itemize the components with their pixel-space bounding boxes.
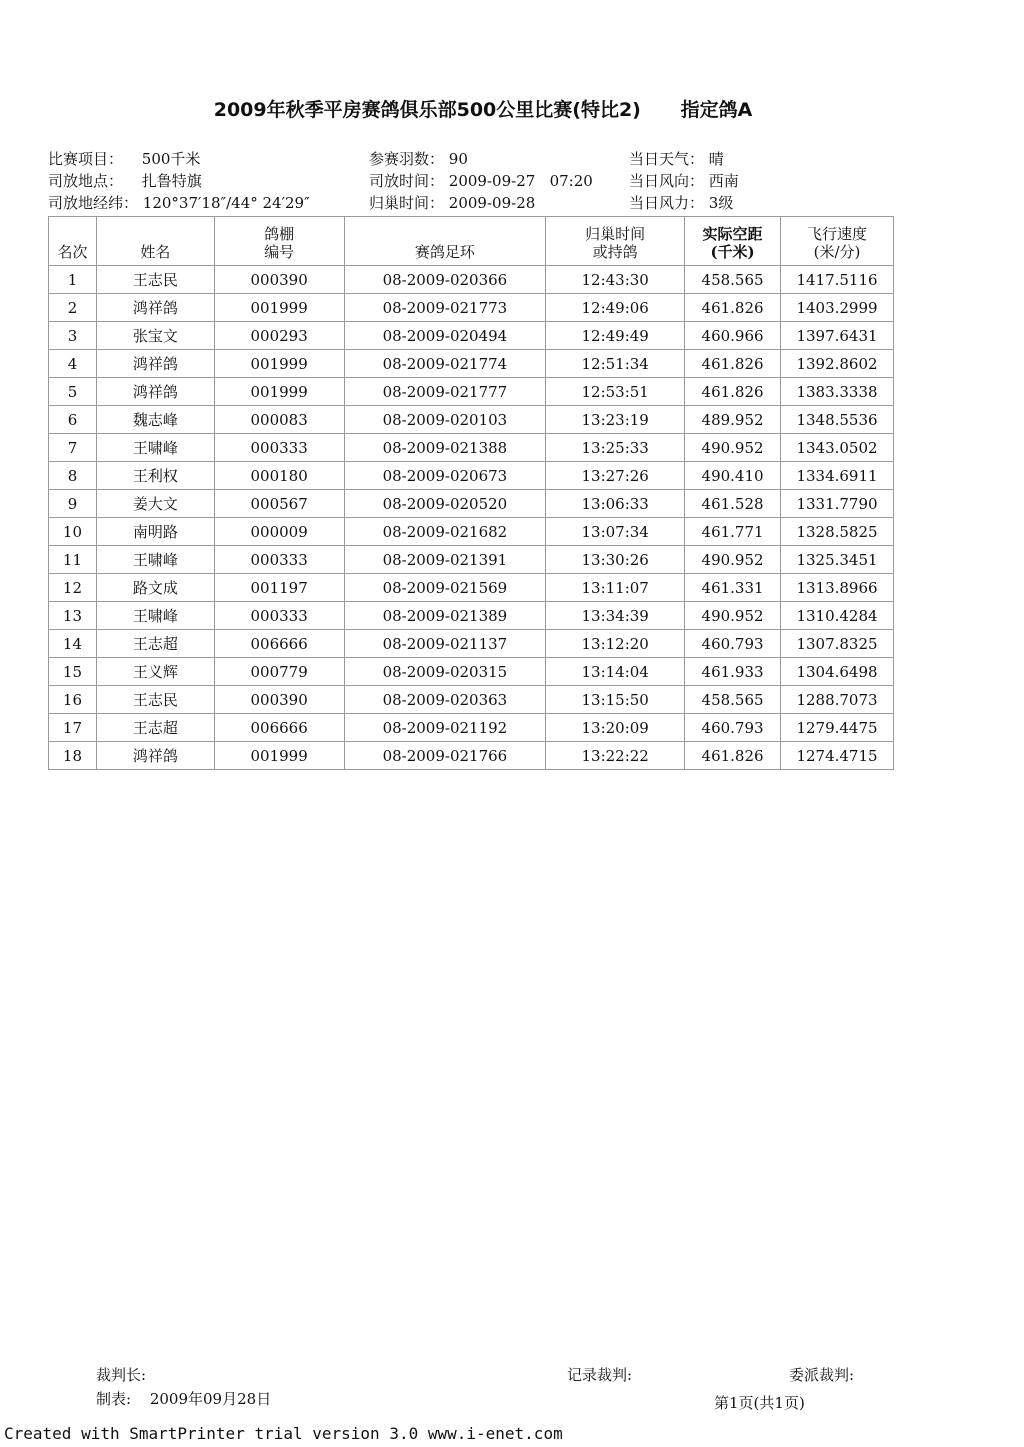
- cell-loft: 000083: [214, 406, 344, 434]
- cell-name: 鸿祥鸽: [96, 378, 214, 406]
- cell-speed: 1304.6498: [781, 658, 894, 686]
- watermark-text: Created with SmartPrinter trial version 3.0 www.i-enet.com: [4, 1424, 563, 1443]
- cell-rank: 12: [49, 574, 97, 602]
- cell-name: 鸿祥鸽: [96, 294, 214, 322]
- cell-ring: 08-2009-021773: [344, 294, 546, 322]
- cell-rank: 16: [49, 686, 97, 714]
- table-row: [49, 406, 894, 434]
- cell-rank: 14: [49, 630, 97, 658]
- cell-speed: 1348.5536: [781, 406, 894, 434]
- table-row: [49, 742, 894, 770]
- cell-ring: 08-2009-020366: [344, 266, 546, 294]
- cell-name: 王啸峰: [96, 434, 214, 462]
- wind-force-value: 3级: [708, 194, 734, 212]
- cell-distance: 461.826: [685, 350, 781, 378]
- table-row: [49, 294, 894, 322]
- cell-speed: 1331.7790: [781, 490, 894, 518]
- cell-ring: 08-2009-020520: [344, 490, 546, 518]
- return-time-label: 归巢时间：: [369, 194, 445, 212]
- cell-speed: 1307.8325: [781, 630, 894, 658]
- page-number: 第1页(共1页): [714, 1394, 805, 1412]
- table-row: [49, 546, 894, 574]
- cell-speed: 1397.6431: [781, 322, 894, 350]
- cell-loft: 000779: [214, 658, 344, 686]
- wind-direction-info: [629, 170, 739, 191]
- header-speed: 飞行速度 (米/分): [781, 217, 894, 266]
- cell-name: 王啸峰: [96, 546, 214, 574]
- cell-arrival: 12:49:49: [546, 322, 685, 350]
- cell-speed: 1279.4475: [781, 714, 894, 742]
- weather-info: [629, 148, 724, 169]
- cell-speed: 1310.4284: [781, 602, 894, 630]
- cell-arrival: 13:22:22: [546, 742, 685, 770]
- cell-arrival: 12:43:30: [546, 266, 685, 294]
- cell-name: 鸿祥鸽: [96, 350, 214, 378]
- cell-distance: 461.933: [685, 658, 781, 686]
- release-site-value: 扎鲁特旗: [141, 172, 202, 190]
- prepared-by: [96, 1388, 271, 1409]
- cell-rank: 6: [49, 406, 97, 434]
- results-body: [49, 266, 894, 770]
- header-ring: 赛鸽足环: [344, 217, 546, 266]
- release-time-label: 司放时间：: [369, 172, 445, 190]
- cell-distance: 490.952: [685, 546, 781, 574]
- cell-loft: 001197: [214, 574, 344, 602]
- table-row: [49, 658, 894, 686]
- cell-ring: 08-2009-020363: [344, 686, 546, 714]
- table-row: [49, 602, 894, 630]
- cell-speed: 1392.8602: [781, 350, 894, 378]
- cell-name: 王啸峰: [96, 602, 214, 630]
- cell-arrival: 12:53:51: [546, 378, 685, 406]
- cell-loft: 000567: [214, 490, 344, 518]
- title-text: 2009年秋季平房赛鸽俱乐部500公里比赛(特比2): [213, 99, 641, 121]
- header-name: 姓名: [96, 217, 214, 266]
- wind-force-label: 当日风力：: [629, 194, 705, 212]
- cell-name: 张宝文: [96, 322, 214, 350]
- table-row: [49, 266, 894, 294]
- cell-distance: 458.565: [685, 686, 781, 714]
- cell-name: 王志民: [96, 686, 214, 714]
- header-loft: 鸽棚 编号: [214, 217, 344, 266]
- header-rank: 名次: [49, 217, 97, 266]
- cell-rank: 11: [49, 546, 97, 574]
- release-site-info: [48, 170, 202, 191]
- coords-info: [48, 192, 310, 213]
- release-site-label: 司放地点：: [48, 172, 124, 190]
- cell-ring: 08-2009-021682: [344, 518, 546, 546]
- cell-speed: 1313.8966: [781, 574, 894, 602]
- race-item-label: 比赛项目：: [48, 150, 124, 168]
- cell-speed: 1383.3338: [781, 378, 894, 406]
- cell-distance: 461.826: [685, 378, 781, 406]
- cell-loft: 000390: [214, 266, 344, 294]
- cell-loft: 000293: [214, 322, 344, 350]
- cell-distance: 460.793: [685, 714, 781, 742]
- return-time-value: 2009-09-28: [448, 194, 536, 212]
- cell-name: 王志超: [96, 630, 214, 658]
- cell-distance: 490.952: [685, 602, 781, 630]
- cell-rank: 5: [49, 378, 97, 406]
- cell-rank: 4: [49, 350, 97, 378]
- table-row: [49, 490, 894, 518]
- table-row: [49, 462, 894, 490]
- cell-rank: 9: [49, 490, 97, 518]
- cell-distance: 460.793: [685, 630, 781, 658]
- cell-rank: 13: [49, 602, 97, 630]
- cell-rank: 18: [49, 742, 97, 770]
- table-header-row: [49, 217, 894, 266]
- weather-label: 当日天气：: [629, 150, 705, 168]
- entries-value: 90: [448, 150, 468, 168]
- cell-ring: 08-2009-021192: [344, 714, 546, 742]
- cell-ring: 08-2009-020673: [344, 462, 546, 490]
- cell-loft: 001999: [214, 294, 344, 322]
- cell-ring: 08-2009-021388: [344, 434, 546, 462]
- cell-name: 魏志峰: [96, 406, 214, 434]
- cell-distance: 461.331: [685, 574, 781, 602]
- cell-ring: 08-2009-021389: [344, 602, 546, 630]
- table-row: [49, 378, 894, 406]
- cell-speed: 1343.0502: [781, 434, 894, 462]
- cell-distance: 461.826: [685, 294, 781, 322]
- cell-ring: 08-2009-020315: [344, 658, 546, 686]
- cell-distance: 490.952: [685, 434, 781, 462]
- header-arrival: 归巢时间 或持鸽: [546, 217, 685, 266]
- cell-name: 姜大文: [96, 490, 214, 518]
- cell-arrival: 13:12:20: [546, 630, 685, 658]
- table-row: [49, 434, 894, 462]
- cell-loft: 001999: [214, 742, 344, 770]
- table-row: [49, 518, 894, 546]
- wind-direction-value: 西南: [708, 172, 739, 190]
- table-row: [49, 714, 894, 742]
- cell-arrival: 13:15:50: [546, 686, 685, 714]
- cell-arrival: 13:23:19: [546, 406, 685, 434]
- cell-distance: 458.565: [685, 266, 781, 294]
- cell-arrival: 13:11:07: [546, 574, 685, 602]
- release-time-info: [369, 170, 593, 191]
- wind-force-info: [629, 192, 733, 213]
- cell-rank: 17: [49, 714, 97, 742]
- record-referee: 记录裁判:: [567, 1366, 633, 1384]
- cell-speed: 1403.2999: [781, 294, 894, 322]
- cell-loft: 001999: [214, 350, 344, 378]
- cell-rank: 1: [49, 266, 97, 294]
- cell-loft: 000180: [214, 462, 344, 490]
- cell-rank: 3: [49, 322, 97, 350]
- cell-distance: 461.528: [685, 490, 781, 518]
- cell-arrival: 13:06:33: [546, 490, 685, 518]
- cell-name: 王利权: [96, 462, 214, 490]
- cell-arrival: 13:14:04: [546, 658, 685, 686]
- cell-rank: 7: [49, 434, 97, 462]
- coords-value: 120°37′18″/44° 24′29″: [142, 194, 310, 212]
- release-time-value: 2009-09-27 07:20: [448, 172, 593, 190]
- cell-name: 王志民: [96, 266, 214, 294]
- cell-ring: 08-2009-021569: [344, 574, 546, 602]
- prepared-label: 制表:: [96, 1390, 132, 1408]
- cell-distance: 461.826: [685, 742, 781, 770]
- cell-speed: 1274.4715: [781, 742, 894, 770]
- cell-ring: 08-2009-021777: [344, 378, 546, 406]
- cell-speed: 1325.3451: [781, 546, 894, 574]
- cell-speed: 1417.5116: [781, 266, 894, 294]
- table-row: [49, 322, 894, 350]
- race-item-info: [48, 148, 200, 169]
- coords-label: 司放地经纬：: [48, 194, 139, 212]
- cell-loft: 001999: [214, 378, 344, 406]
- cell-loft: 006666: [214, 630, 344, 658]
- results-table: [48, 216, 894, 770]
- table-row: [49, 686, 894, 714]
- cell-arrival: 13:30:26: [546, 546, 685, 574]
- title-suffix: 指定鸽A: [680, 99, 753, 121]
- cell-arrival: 13:20:09: [546, 714, 685, 742]
- weather-value: 晴: [708, 150, 724, 168]
- cell-distance: 460.966: [685, 322, 781, 350]
- race-item-value: 500千米: [141, 150, 201, 168]
- cell-arrival: 13:07:34: [546, 518, 685, 546]
- cell-ring: 08-2009-020494: [344, 322, 546, 350]
- cell-rank: 2: [49, 294, 97, 322]
- table-row: [49, 574, 894, 602]
- cell-rank: 10: [49, 518, 97, 546]
- cell-loft: 000390: [214, 686, 344, 714]
- cell-distance: 490.410: [685, 462, 781, 490]
- cell-ring: 08-2009-020103: [344, 406, 546, 434]
- cell-loft: 000333: [214, 602, 344, 630]
- chief-referee: 裁判长:: [96, 1366, 147, 1384]
- cell-arrival: 13:34:39: [546, 602, 685, 630]
- cell-ring: 08-2009-021137: [344, 630, 546, 658]
- return-time-info: [369, 192, 535, 213]
- header-distance: 实际空距 (千米): [685, 217, 781, 266]
- cell-loft: 000333: [214, 434, 344, 462]
- cell-name: 王志超: [96, 714, 214, 742]
- cell-name: 王义辉: [96, 658, 214, 686]
- table-row: [49, 350, 894, 378]
- cell-speed: 1288.7073: [781, 686, 894, 714]
- cell-distance: 489.952: [685, 406, 781, 434]
- cell-name: 鸿祥鸽: [96, 742, 214, 770]
- cell-loft: 000333: [214, 546, 344, 574]
- cell-arrival: 13:25:33: [546, 434, 685, 462]
- cell-name: 路文成: [96, 574, 214, 602]
- page-title: [0, 95, 966, 122]
- table-row: [49, 630, 894, 658]
- cell-speed: 1328.5825: [781, 518, 894, 546]
- cell-arrival: 12:49:06: [546, 294, 685, 322]
- cell-arrival: 12:51:34: [546, 350, 685, 378]
- wind-direction-label: 当日风向：: [629, 172, 705, 190]
- assigned-referee: 委派裁判:: [789, 1366, 855, 1384]
- cell-arrival: 13:27:26: [546, 462, 685, 490]
- cell-ring: 08-2009-021774: [344, 350, 546, 378]
- cell-rank: 8: [49, 462, 97, 490]
- cell-rank: 15: [49, 658, 97, 686]
- prepared-date: 2009年09月28日: [149, 1390, 272, 1408]
- cell-distance: 461.771: [685, 518, 781, 546]
- cell-ring: 08-2009-021766: [344, 742, 546, 770]
- cell-name: 南明路: [96, 518, 214, 546]
- cell-ring: 08-2009-021391: [344, 546, 546, 574]
- cell-loft: 000009: [214, 518, 344, 546]
- cell-loft: 006666: [214, 714, 344, 742]
- entries-label: 参赛羽数：: [369, 150, 445, 168]
- entries-info: [369, 148, 468, 169]
- cell-speed: 1334.6911: [781, 462, 894, 490]
